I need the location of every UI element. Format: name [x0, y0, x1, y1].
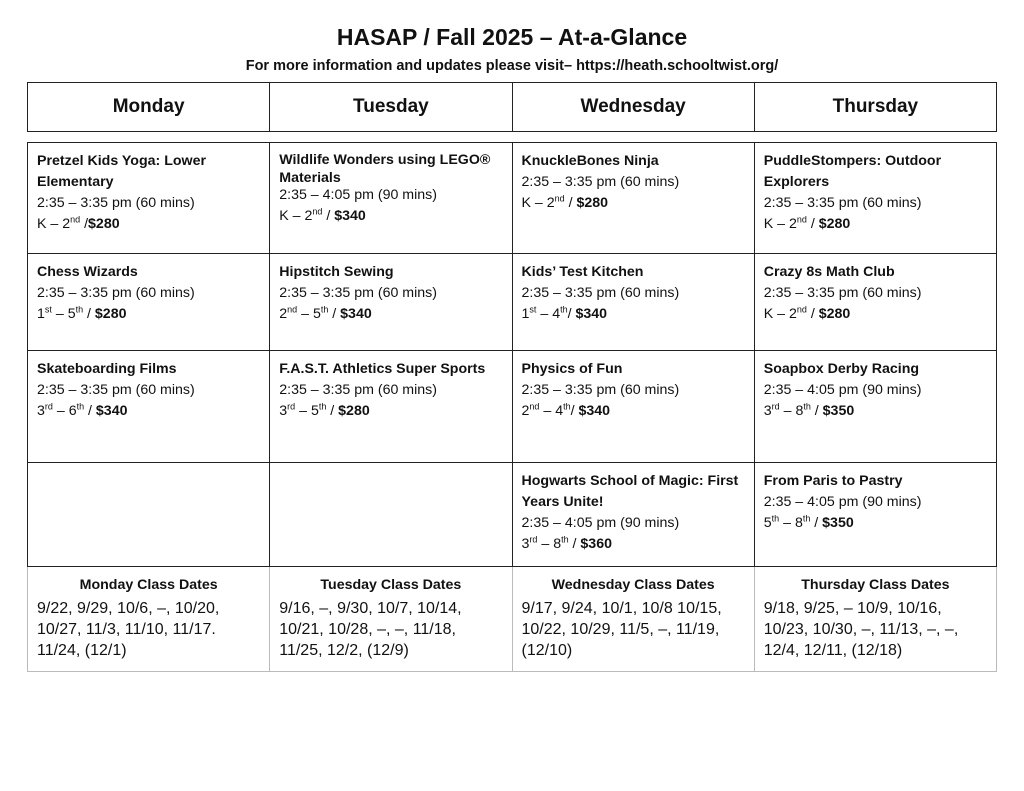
grade-start: 2: [521, 403, 530, 419]
grade-end: 2: [789, 306, 797, 322]
price-separator: /: [806, 306, 819, 322]
class-name: Wildlife Wonders using LEGO® Materials: [279, 152, 491, 186]
class-name: Hipstitch Sewing: [279, 264, 394, 280]
empty-cell: [270, 463, 512, 567]
grade-start-suffix: st: [44, 304, 52, 315]
class-cell: [270, 143, 512, 254]
class-name: Skateboarding Films: [37, 361, 177, 377]
schedule-table: [27, 142, 997, 672]
class-grade-price: 3rd – 8th / $350: [763, 401, 855, 419]
class-dates-heading: Tuesday Class Dates: [320, 577, 462, 593]
grade-start-suffix: rd: [771, 401, 780, 412]
schedule-row: [28, 351, 997, 463]
schedule-row: [28, 254, 997, 351]
grade-end-suffix: th: [320, 304, 329, 315]
grade-start: 3: [521, 536, 530, 552]
grade-start-suffix: rd: [44, 401, 53, 412]
price-separator: /: [567, 306, 576, 322]
class-time: 2:35 – 3:35 pm (60 mins): [37, 285, 195, 301]
class-time: 2:35 – 3:35 pm (60 mins): [521, 285, 680, 301]
grade-end: 8: [553, 536, 562, 552]
day-header-table: [27, 82, 997, 132]
class-grade-price: 3rd – 5th / $280: [279, 401, 370, 419]
class-time: 2:35 – 3:35 pm (60 mins): [763, 195, 922, 211]
grade-end-suffix: th: [560, 304, 568, 315]
class-dates-row: [28, 567, 997, 672]
class-price: $280: [88, 216, 120, 232]
price-separator: /: [80, 216, 89, 232]
grade-end: 2: [62, 216, 71, 232]
class-time: 2:35 – 3:35 pm (60 mins): [521, 382, 680, 398]
grade-end-suffix: th: [563, 401, 571, 412]
class-price: $280: [94, 306, 127, 322]
day-header-tuesday: Tuesday: [270, 83, 512, 132]
class-time: 2:35 – 4:05 pm (90 mins): [763, 382, 922, 398]
class-grade-price: 3rd – 8th / $360: [521, 534, 612, 552]
grade-end: 5: [67, 306, 76, 322]
class-price: $340: [95, 403, 128, 419]
class-price: $280: [818, 306, 851, 322]
grade-start-suffix: rd: [529, 534, 538, 545]
class-cell: [270, 351, 512, 463]
class-dates-monday: [28, 567, 270, 672]
class-dates-tuesday: [270, 567, 512, 672]
price-separator: /: [326, 403, 339, 419]
grade-end: 4: [555, 403, 564, 419]
grade-end-suffix: nd: [70, 214, 81, 225]
grade-start-suffix: nd: [529, 401, 540, 412]
class-dates-heading: Wednesday Class Dates: [551, 577, 715, 593]
class-cell: [28, 254, 270, 351]
price-separator: /: [84, 403, 96, 419]
grade-start: K: [763, 306, 774, 322]
page-subtitle: For more information and updates please visit– https://heath.schooltwist.org/: [245, 58, 779, 74]
class-grade-price: K – 2nd /$280: [37, 214, 120, 232]
class-dates-heading: Thursday Class Dates: [801, 577, 950, 593]
grade-start: 1: [37, 306, 45, 322]
price-separator: /: [328, 306, 341, 322]
class-price: $350: [822, 403, 855, 419]
schedule-row: [28, 143, 997, 254]
class-price: $340: [334, 208, 366, 224]
grade-end-suffix: th: [318, 401, 327, 412]
grade-start: 3: [279, 403, 288, 419]
class-dates-list: 9/22, 9/29, 10/6, –, 10/20, 10/27, 11/3, 11/10, 11/17. 11/24, (12/1): [37, 600, 220, 659]
class-cell: [512, 143, 754, 254]
class-name: Chess Wizards: [37, 264, 138, 280]
class-dates-list: 9/16, –, 9/30, 10/7, 10/14, 10/21, 10/28, –, –, 11/18, 11/25, 12/2, (12/9): [279, 600, 462, 659]
grade-end-suffix: th: [802, 513, 811, 524]
schedule-row: [28, 463, 997, 567]
class-cell: [512, 463, 754, 567]
class-time: 2:35 – 3:35 pm (60 mins): [37, 195, 195, 211]
class-time: 2:35 – 4:05 pm (90 mins): [279, 187, 437, 203]
grade-end-suffix: th: [76, 401, 85, 412]
grade-end-suffix: th: [561, 534, 569, 545]
class-name: Physics of Fun: [521, 361, 623, 377]
grade-end: 8: [794, 515, 803, 531]
page-title: HASAP / Fall 2025 – At-a-Glance: [336, 24, 688, 50]
class-grade-price: 3rd – 6th / $340: [37, 401, 128, 419]
class-price: $280: [818, 216, 851, 232]
class-time: 2:35 – 3:35 pm (60 mins): [279, 382, 437, 398]
grade-end-suffix: th: [75, 304, 84, 315]
class-grade-price: K – 2nd / $280: [763, 304, 851, 322]
class-price: $340: [578, 403, 611, 419]
grade-end-suffix: nd: [554, 193, 565, 204]
class-cell: [28, 143, 270, 254]
class-grade-price: 2nd – 4th/ $340: [521, 401, 611, 419]
class-cell: [28, 351, 270, 463]
grade-end-suffix: nd: [312, 206, 323, 217]
class-grade-price: 1st – 5th / $280: [37, 304, 127, 322]
class-name: KnuckleBones Ninja: [521, 153, 659, 169]
class-cell: [754, 463, 996, 567]
class-name: Kids’ Test Kitchen: [521, 264, 644, 280]
day-header-wednesday: Wednesday: [512, 83, 754, 132]
class-cell: [512, 254, 754, 351]
class-grade-price: K – 2nd / $280: [763, 214, 851, 232]
class-name: PuddleStompers: Outdoor Explorers: [763, 153, 942, 190]
grade-start: 3: [763, 403, 772, 419]
class-grade-price: 5th – 8th / $350: [763, 513, 854, 531]
class-cell: [754, 351, 996, 463]
grade-end-suffix: nd: [796, 304, 807, 315]
grade-end: 5: [312, 306, 321, 322]
grade-start-suffix: nd: [287, 304, 298, 315]
price-separator: /: [322, 208, 335, 224]
grade-start: K: [37, 216, 47, 232]
grade-start-suffix: th: [771, 513, 780, 524]
class-dates-list: 9/17, 9/24, 10/1, 10/8 10/15, 10/22, 10/29, 11/5, –, 11/19, (12/10): [521, 600, 722, 659]
grade-start-suffix: st: [529, 304, 537, 315]
class-price: $340: [575, 306, 608, 322]
class-price: $280: [338, 403, 370, 419]
grade-start-suffix: rd: [287, 401, 296, 412]
day-header-thursday: Thursday: [754, 83, 996, 132]
class-name: From Paris to Pastry: [763, 473, 903, 489]
class-grade-price: 2nd – 5th / $340: [279, 304, 372, 322]
class-time: 2:35 – 3:35 pm (60 mins): [763, 285, 922, 301]
class-price: $360: [580, 536, 612, 552]
price-separator: /: [83, 306, 95, 322]
grade-end: 8: [795, 403, 804, 419]
day-header-monday: Monday: [28, 83, 270, 132]
grade-start: K: [521, 195, 531, 211]
class-price: $350: [822, 515, 854, 531]
grade-end: 6: [68, 403, 77, 419]
grade-end: 2: [304, 208, 313, 224]
class-dates-thursday: [754, 567, 996, 672]
price-separator: /: [810, 515, 823, 531]
price-separator: /: [810, 403, 823, 419]
grade-end: 2: [789, 216, 797, 232]
grade-end: 2: [546, 195, 555, 211]
grade-start: 3: [37, 403, 45, 419]
class-dates-list: 9/18, 9/25, – 10/9, 10/16, 10/23, 10/30, –, 11/13, –, –, 12/4, 12/11, (12/18): [763, 600, 959, 659]
class-time: 2:35 – 4:05 pm (90 mins): [521, 515, 680, 531]
class-name: Soapbox Derby Racing: [763, 361, 920, 377]
class-time: 2:35 – 3:35 pm (60 mins): [279, 285, 437, 301]
grade-start: 5: [763, 515, 772, 531]
class-grade-price: K – 2nd / $280: [521, 193, 609, 211]
class-cell: [754, 254, 996, 351]
grade-start: 2: [279, 306, 288, 322]
grade-end-suffix: nd: [796, 214, 807, 225]
price-separator: /: [564, 195, 577, 211]
price-separator: /: [568, 536, 581, 552]
class-price: $340: [340, 306, 372, 322]
class-name: Pretzel Kids Yoga: Lower Elementary: [37, 153, 206, 190]
grade-start: K: [763, 216, 774, 232]
price-separator: /: [570, 403, 579, 419]
price-separator: /: [806, 216, 819, 232]
day-header-row: [28, 83, 997, 132]
class-cell: [270, 254, 512, 351]
class-time: 2:35 – 3:35 pm (60 mins): [37, 382, 195, 398]
grade-end: 4: [552, 306, 561, 322]
grade-start: K: [279, 208, 289, 224]
class-name: Crazy 8s Math Club: [763, 264, 895, 280]
class-cell: [754, 143, 996, 254]
class-dates-heading: Monday Class Dates: [79, 577, 218, 593]
class-cell: [512, 351, 754, 463]
empty-cell: [28, 463, 270, 567]
class-time: 2:35 – 3:35 pm (60 mins): [521, 174, 680, 190]
class-grade-price: 1st – 4th/ $340: [521, 304, 608, 322]
class-name: F.A.S.T. Athletics Super Sports: [279, 361, 486, 377]
grade-start: 1: [521, 306, 530, 322]
class-time: 2:35 – 4:05 pm (90 mins): [763, 494, 922, 510]
class-name: Hogwarts School of Magic: First Years Unite!: [521, 473, 739, 510]
class-dates-wednesday: [512, 567, 754, 672]
class-price: $280: [576, 195, 609, 211]
class-grade-price: K – 2nd / $340: [279, 206, 366, 224]
grade-end: 5: [310, 403, 319, 419]
grade-end-suffix: th: [803, 401, 811, 412]
